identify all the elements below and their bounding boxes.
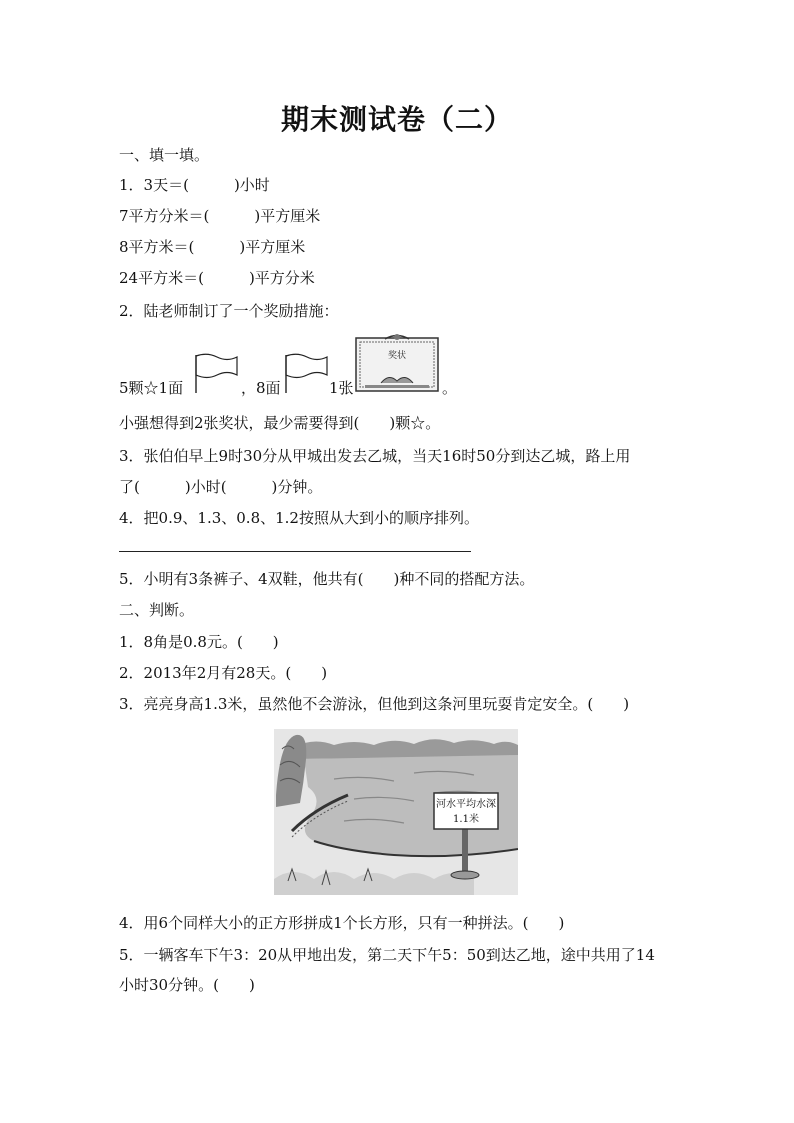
judge-q3: 3．亮亮身高1.3米，虽然他不会游泳，但他到这条河里玩耍肯定安全。( ) [119,695,630,713]
q2-question: 小强想得到2张奖状，最少需要得到( )颗☆。 [119,414,441,432]
q5-text: 5．小明有3条裤子、4双鞋，他共有( )种不同的搭配方法。 [119,570,535,588]
section2-heading: 二、判断。 [119,601,195,619]
award-text-1: 5颗☆1面 [119,379,184,397]
q4-text: 4．把0.9、1.3、0.8、1.2按照从大到小的顺序排列。 [119,509,479,527]
answer-line [119,551,471,552]
award-text-4: 。 [442,379,458,397]
flag-icon [193,353,239,393]
q1-dm2: 7平方分米＝( )平方厘米 [119,207,321,225]
river-illustration [274,729,518,895]
award-rule-row [119,333,579,395]
certificate-icon [355,333,439,393]
sign-text-1: 河水平均水深 [436,799,496,810]
q1-m2-dm2: 24平方米＝( )平方分米 [119,269,315,287]
q3-line1: 3．张伯伯早上9时30分从甲城出发去乙城，当天16时50分到达乙城，路上用 [119,447,631,465]
judge-q4: 4．用6个同样大小的正方形拼成1个长方形，只有一种拼法。( ) [119,914,565,932]
judge-q1: 1．8角是0.8元。( ) [119,633,279,651]
certificate-label: 奖状 [387,351,407,361]
q1-days: 1．3天＝( )小时 [119,176,270,194]
section1-heading: 一、填一填。 [119,146,210,164]
sign-text-2: 1.1米 [453,814,479,825]
page-title: 期末测试卷（二） [280,103,513,136]
judge-q2: 2．2013年2月有28天。( ) [119,664,328,682]
award-text-2: ，8面 [241,379,281,397]
q1-m2-cm2: 8平方米＝( )平方厘米 [119,238,306,256]
q3-line2: 了( )小时( )分钟。 [119,478,323,496]
q2-intro: 2．陆老师制订了一个奖励措施： [119,302,339,320]
judge-q5-line1: 5．一辆客车下午3：20从甲地出发，第二天下午5：50到达乙地，途中共用了14 [119,946,655,964]
award-text-3: 1张 [329,379,354,397]
judge-q5-line2: 小时30分钟。( ) [119,976,255,994]
flag-icon [283,353,329,393]
